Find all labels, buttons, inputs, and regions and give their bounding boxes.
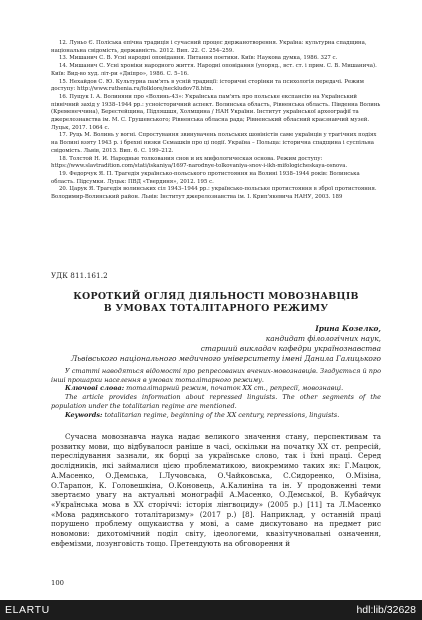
- reference-item: 17. Руць М. Волинь у вогні. Спростування звинувачень польських шовіністів саме українців у трагічних подіях на Волині взяту 1943 р. і брехні низки Сємашків про ці події. Україна – Польща: історична спадщина і суспільна свідомість. Львів, 2013. Вип. 6. С. 199–212.: [51, 132, 377, 154]
- reference-item: 20. Царук Я. Трагедія волинських сіл 1943–1944 рр.: українсько-польське протистояння в зброї протистояння. Володимир-Волинський район. Львів: Інститут джерелознавства ім. І. Крип'якевича НАНУ, 2003. 189: [51, 186, 377, 201]
- page-number: 100: [51, 579, 64, 587]
- author-position: старший викладач кафедри українознавства: [200, 344, 381, 353]
- keywords-en: [51, 411, 381, 420]
- body-paragraph: Сучасна мовознавча наука надає великого значення стану, перспективам та розвитку мови, що відбувалося раніше в часі, оскільки на початку ХХ ст. репресій, переслідування зазнали, як борці за українське слово, так і їхні праці. Серед дослідників, які займалися цією проблематикою, виокремимо таких як: Г.Мацюк, А.Масенко, О.Демська, І.Лучовська, О.Чайковська, С.Сидоренко, О.Мізіна, О.Тарапон, К. Головешкіна, О.Коновець, А.Калиніна та ін. У продовженні теми звертаємо увагу на актуальні монографії А.Масенко, О.Демської, В. Кубайчук «Українська мова в ХХ сторіччі: історія лінгвоциду» (2005 р.) [11] та Л.Масенко «Мова радянського тоталітаризму» (2017 р.) [8]. Наприклад, у останній праці порушено проблему ощукаиства у мові, а саме дискутовано на предмет рис новомови: дихотомічний поділ світу, ідеологеми, квазітучновальні означення, евфемізми, лозунговість тощо. Претендують на обговорення й: [51, 432, 381, 548]
- keywords-uk-label: Ключові слова:: [65, 384, 125, 393]
- reference-item: 18. Толстой Н. И. Народные толкования снов и их мифологическая основа. Режим доступу: https://www.slavtradition.com/stati/iskaniya/1697-narodnye-tolkovaniya-snov-i-ikh-mifologicheskaya-osnova.: [51, 155, 348, 170]
- abstract: [51, 367, 381, 419]
- reference-list: [51, 40, 381, 202]
- abstract-uk: У статті наводяться відомості про репресованих вчених-мовознавців. Згадується й про інші прошарки населення в умовах тоталітарного режиму.: [51, 367, 381, 384]
- repository-footer: [0, 600, 422, 620]
- author-block: [51, 324, 381, 364]
- reference-item: 19. Федорчук Я. П. Трагедія українсько-польського протистояння на Волині 1938–1944 років: Волинська область. Підсумки. Луцьк: ПВД «Твердиня», 2012. 195 с.: [51, 170, 360, 185]
- abstract-en: The article provides information about repressed linguists. The other segments of the population under the totalitarian regime are mentioned.: [51, 393, 381, 410]
- title-line: В УМОВАХ ТОТАЛІТАРНОГО РЕЖИМУ: [103, 303, 329, 314]
- article-body: [51, 432, 381, 548]
- author-affiliation: Львівського національного медичного університету імені Данила Галицького: [70, 354, 381, 363]
- reference-item: 16. Пущук І. А. Волиняни про «Волинь-43»: Українська пам'ять про польське експансію на Український північний захід у 1938–1944 рр.: усноісторичний аспект. Волинська область, Рівненська область. Південна Волинь (Кременеччина), Берестейщина, Підляшшя, Холмщина / НАН України. Інститут української археографії та джерелознавства ім. М. С. Грушевського; Рівненська обласна рада; Рівненський обласний краєзнавчий музей. Луцьк, 2017. 1064 с.: [51, 93, 381, 131]
- keywords-en-text: totalitarian regime, beginning of the XX century, repressions, linguists.: [102, 410, 340, 419]
- reference-item: 13. Мишанич С. В. Усні народні оповідання. Питання поетики. Київ: Наукова думка, 1986. 327 с.: [59, 55, 338, 62]
- keywords-uk-text: тоталітарний режим, початок ХХ ст., репресії, мовознавці.: [124, 384, 344, 393]
- keywords-uk: [51, 384, 381, 393]
- reference-item: 12. Луньо Є. Поліська епічна традиція і сучасний процес держанотворення. Україна: культурна спадщина, національна свідомість, державність. 2012. Вип. 22. С. 254–259.: [51, 40, 367, 54]
- handle-link[interactable]: hdl:lib/32628: [356, 604, 416, 616]
- author-degree: кандидат філологічних наук,: [265, 334, 381, 343]
- keywords-en-label: Keywords:: [65, 410, 103, 419]
- author-name: Ірина Козелко,: [315, 324, 381, 333]
- title-line: КОРОТКИЙ ОГЛЯД ДІЯЛЬНОСТІ МОВОЗНАВЦІВ: [73, 291, 359, 302]
- repository-name: ELARTU: [5, 604, 50, 616]
- reference-item: 14. Мишанич С. Усні хроніки народного життя. Народні оповідання (упоряд., вст. ст. і прим. С. В. Мишанича). Київ: Вид-во худ. літ-ри «Дніпро», 1986. С. 5–16.: [51, 63, 377, 77]
- article-title: [51, 291, 381, 315]
- reference-item: 15. Нехайдов С. Ю. Культурна пам'ять в усній традиції: історичні сторінки та психологія передачі. Режим доступу: http://www.ruthenia.ru/folklore/neckludov78.htm.: [51, 78, 364, 93]
- udk-code: УДК 811.161.2: [51, 271, 108, 280]
